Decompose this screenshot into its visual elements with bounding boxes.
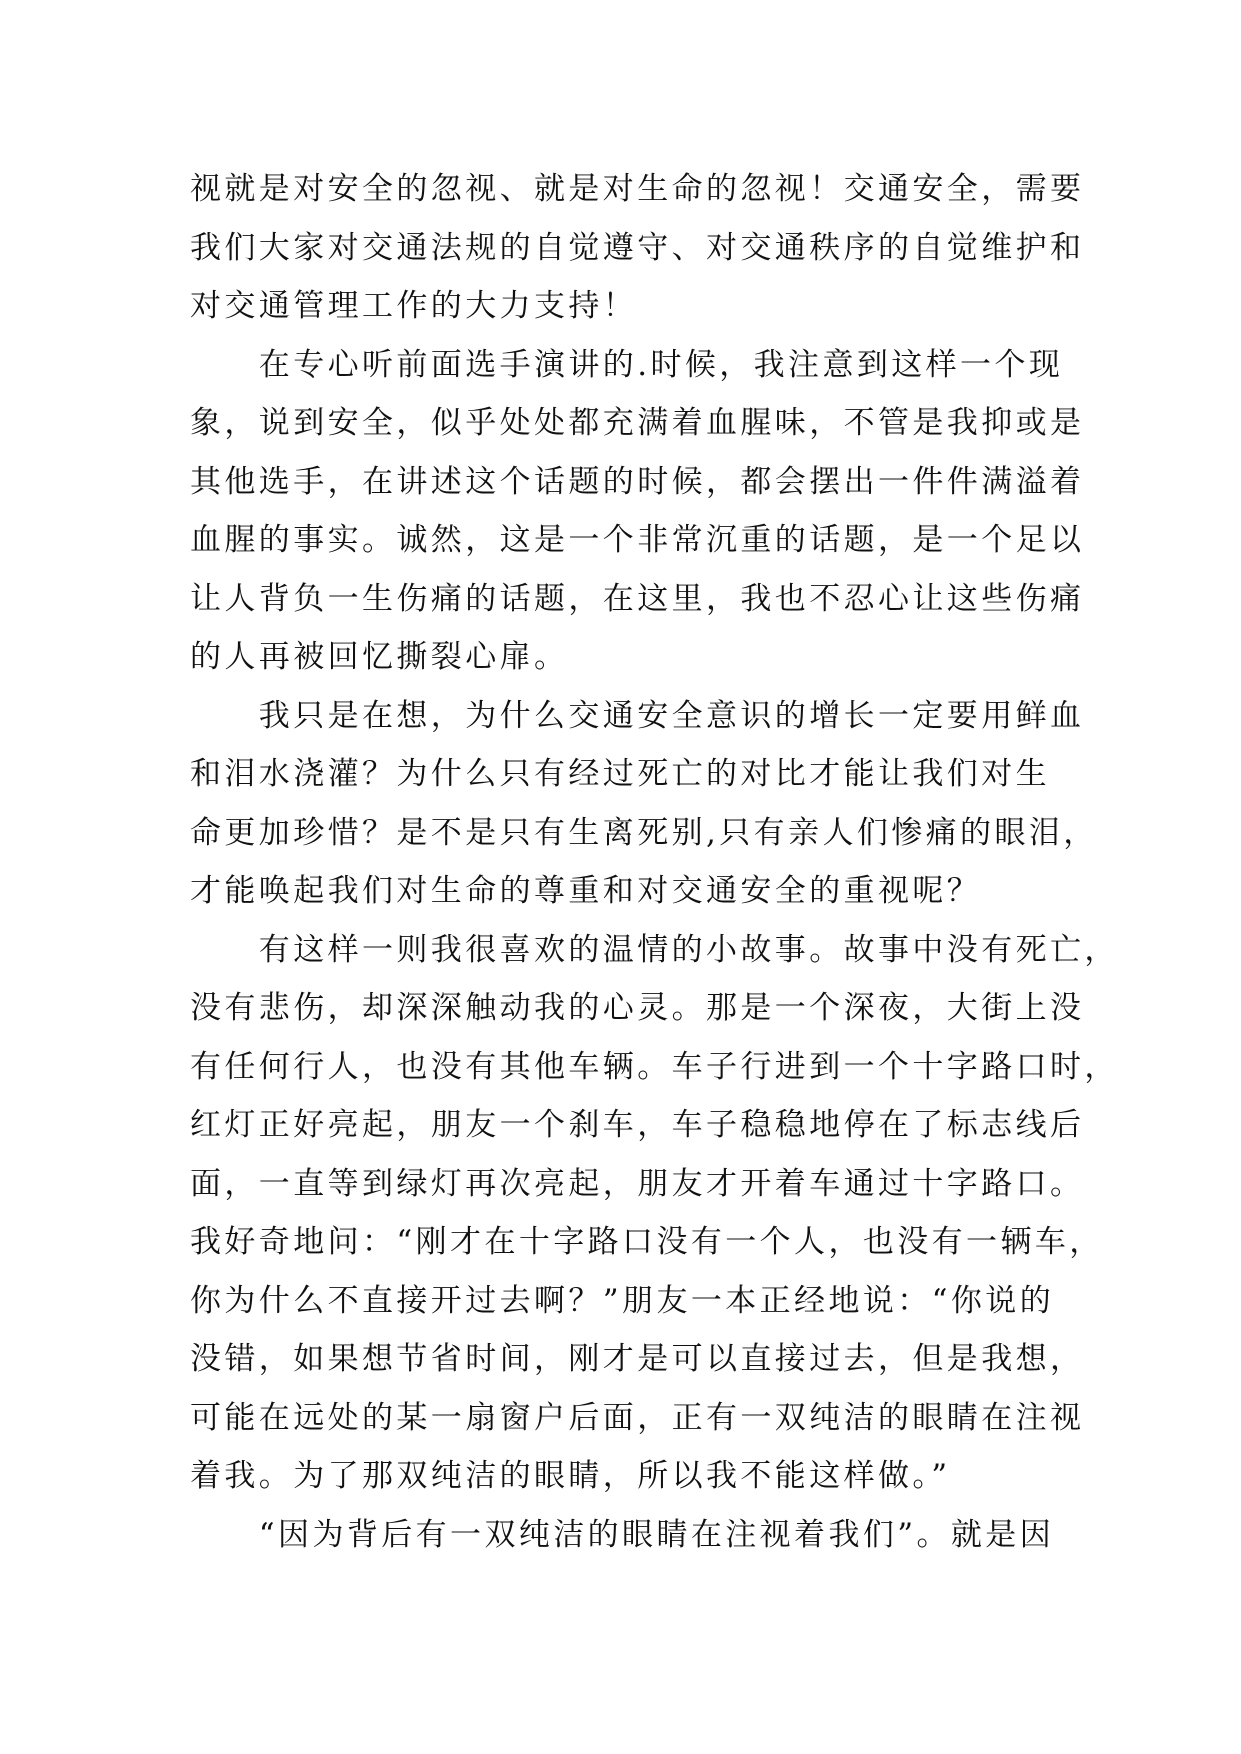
text-line: 和泪水浇灌？为什么只有经过死亡的对比才能让我们对生 — [190, 756, 1050, 792]
text-line: 我们大家对交通法规的自觉遵守、对交通秩序的自觉维护和 — [190, 229, 1085, 266]
text-line: 有任何行人，也没有其他车辆。车子行进到一个十字路口时， — [190, 1048, 1119, 1085]
text-line: 红灯正好亮起，朋友一个刹车，车子稳稳地停在了标志线后 — [190, 1107, 1085, 1143]
text-line: 对交通管理工作的大力支持！ — [190, 288, 638, 324]
text-line: 让人背负一生伤痛的话题，在这里，我也不忍心让这些伤痛 — [190, 580, 1085, 617]
text-line: 才能唤起我们对生命的尊重和对交通安全的重视呢？ — [190, 873, 982, 909]
text-line: 命更加珍惜？是不是只有生离死别,只有亲人们惨痛的眼泪， — [190, 814, 1098, 851]
text-line: 可能在远处的某一扇窗户后面，正有一双纯洁的眼睛在注视 — [190, 1399, 1085, 1436]
text-line: 没错，如果想节省时间，刚才是可以直接过去，但是我想， — [190, 1341, 1085, 1377]
text-line: 我好奇地问：“刚才在十字路口没有一个人，也没有一辆车， — [190, 1224, 1104, 1260]
text-line: 没有悲伤，却深深触动我的心灵。那是一个深夜，大街上没 — [190, 990, 1085, 1026]
text-line: 我只是在想，为什么交通安全意识的增长一定要用鲜血 — [190, 697, 1085, 734]
text-line: 你为什么不直接开过去啊？”朋友一本正经地说：“你说的 — [190, 1282, 1055, 1319]
text-line: 血腥的事实。诚然，这是一个非常沉重的话题，是一个足以 — [190, 522, 1085, 558]
text-line: “因为背后有一双纯洁的眼睛在注视着我们”。就是因 — [190, 1516, 1055, 1553]
text-line: 的人再被回忆撕裂心扉。 — [190, 639, 569, 675]
text-line: 在专心听前面选手演讲的.时候，我注意到这样一个现 — [190, 346, 1064, 383]
document-body — [190, 160, 1119, 1564]
text-line: 其他选手，在讲述这个话题的时候，都会摆出一件件满溢着 — [190, 463, 1085, 500]
text-line: 面，一直等到绿灯再次亮起，朋友才开着车通过十字路口。 — [190, 1165, 1085, 1202]
text-line: 象，说到安全，似乎处处都充满着血腥味，不管是我抑或是 — [190, 405, 1085, 441]
text-line: 有这样一则我很喜欢的温情的小故事。故事中没有死亡， — [190, 931, 1119, 968]
text-line: 视就是对安全的忽视、就是对生命的忽视！交通安全，需要 — [190, 171, 1085, 207]
text-line: 着我。为了那双纯洁的眼睛，所以我不能这样做。” — [190, 1458, 951, 1494]
